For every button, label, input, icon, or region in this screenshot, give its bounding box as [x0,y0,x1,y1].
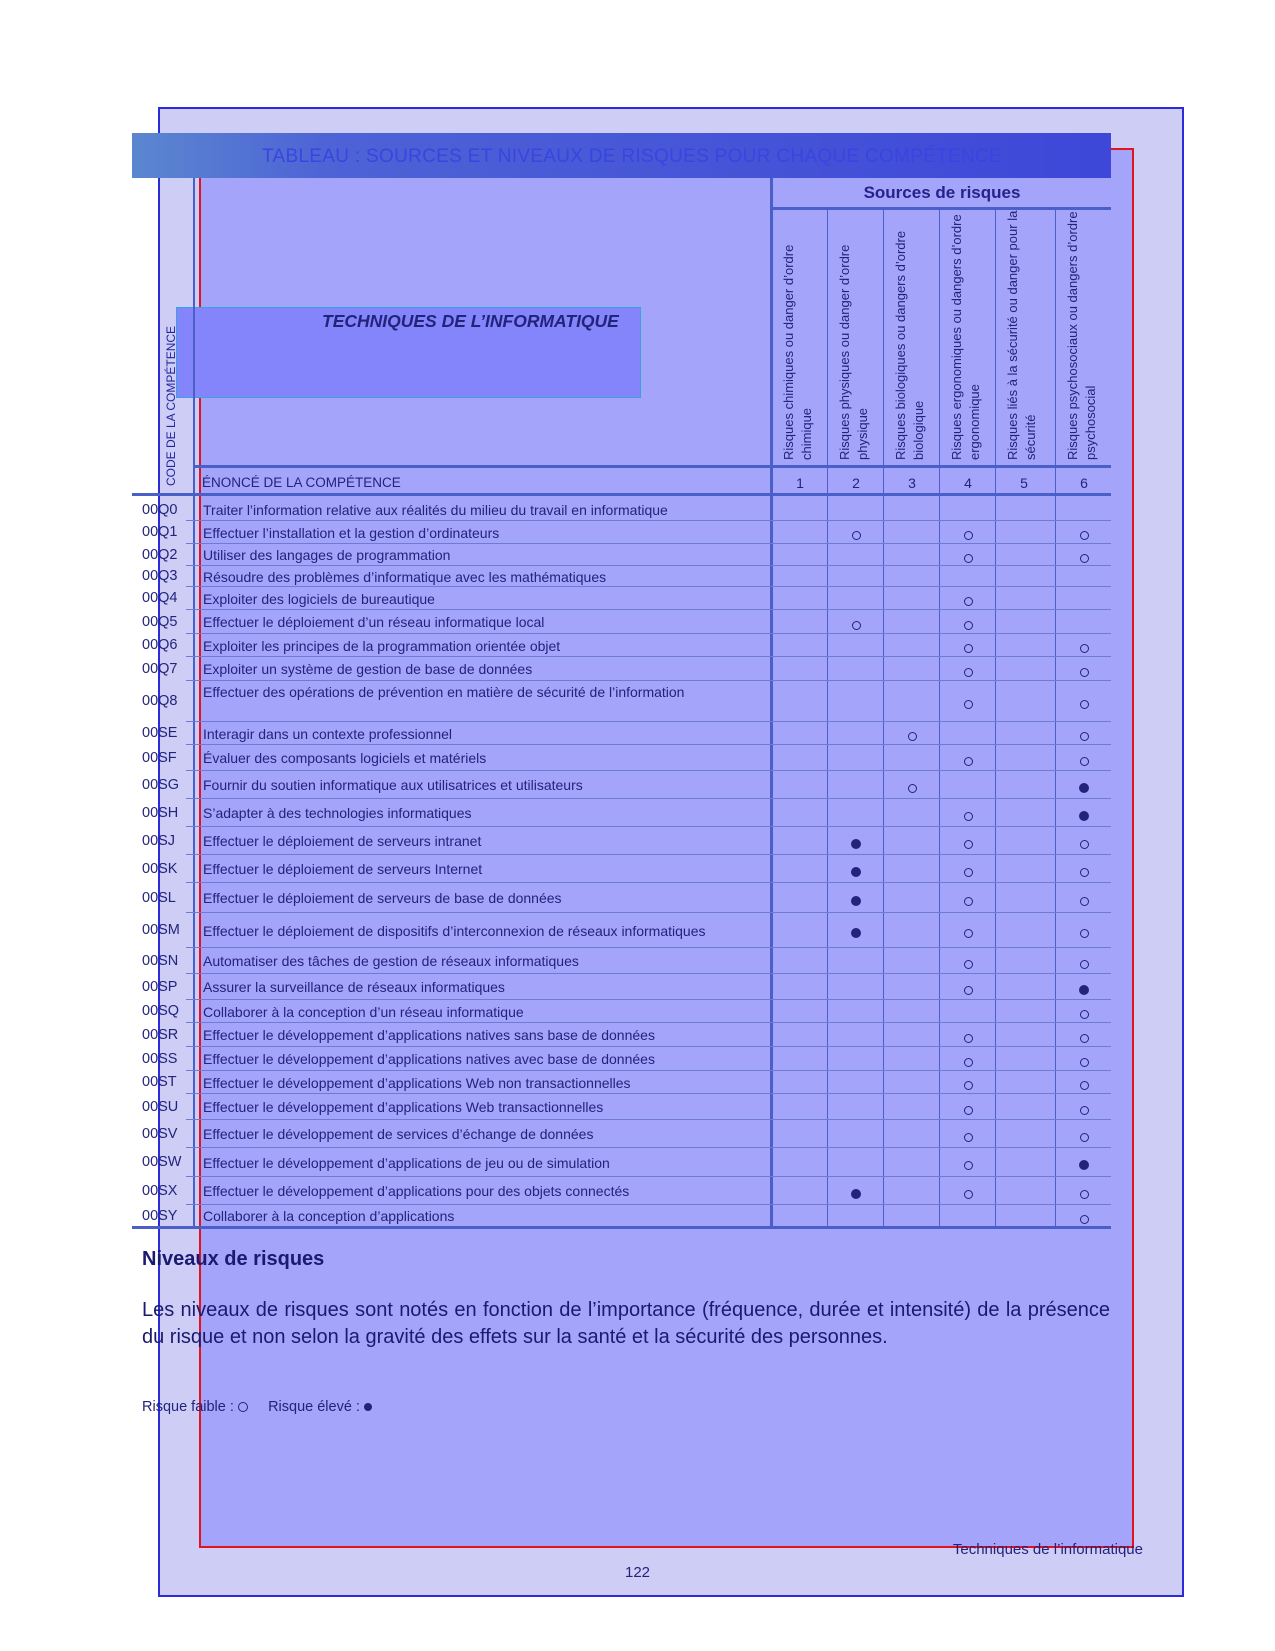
filled-circle-icon [1079,1160,1089,1170]
open-circle-icon [908,784,917,793]
competence-label: S’adapter à des technologies informatiques [203,805,472,821]
low-risk-marker [940,593,996,609]
niveaux-title: Niveaux de risques [142,1248,325,1270]
low-risk-marker [940,1054,996,1070]
source-number: 2 [852,475,860,491]
source-header-6 [1056,205,1112,460]
open-circle-icon [964,1133,973,1142]
open-circle-icon [1080,1190,1089,1199]
source-number: 6 [1080,475,1088,491]
open-circle-icon [964,986,973,995]
high-risk-marker [828,893,884,909]
open-circle-icon [964,897,973,906]
low-risk-marker [1056,550,1112,566]
low-risk-marker [940,527,996,543]
high-risk-marker [828,1186,884,1202]
open-circle-icon [1080,732,1089,741]
competence-code: 00SY [142,1207,178,1224]
open-circle-icon [964,960,973,969]
open-circle-icon [964,929,973,938]
source-header-text: Risques biologiques ou dangers d’ordre biologique [893,230,926,460]
competence-code: 00Q0 [142,501,178,518]
open-circle-icon [964,1190,973,1199]
low-risk-marker [1056,640,1112,656]
competence-label: Effectuer le déploiement de dispositifs d’interconnexion de réseaux informatiques [203,922,706,939]
open-circle-icon [1080,897,1089,906]
source-header-text: Risques physiques ou danger d’ordre physique [837,244,870,460]
high-risk-marker [1056,1157,1112,1173]
competence-code: 00ST [142,1074,177,1090]
competence-code: 00SL [142,889,176,906]
source-header-text: Risques ergonomiques ou dangers d’ordre ergonomique [949,214,982,460]
open-circle-icon [1080,1081,1089,1090]
open-circle-icon [1080,960,1089,969]
high-risk-marker [1056,780,1112,796]
competence-code: 00SP [142,978,178,995]
open-circle-icon [964,531,973,540]
open-circle-icon [964,554,973,563]
table-row [132,1148,1111,1177]
table-row [132,827,1111,855]
low-risk-marker [1056,753,1112,769]
competence-label: Exploiter les principes de la programmation orientée objet [203,637,561,654]
low-risk-marker [1056,956,1112,972]
competence-label: Effectuer le développement d’applications natives avec base de données [203,1051,655,1067]
open-circle-icon [964,621,973,630]
open-circle-icon [908,732,917,741]
competence-code: 00SV [142,1125,178,1142]
competence-code: 00SX [142,1182,178,1199]
table-row [132,587,1111,610]
competence-label: Effectuer le déploiement de serveurs de base de données [203,890,562,906]
table-row [132,1177,1111,1205]
low-risk-marker [940,925,996,941]
competence-code: 00Q8 [142,693,178,709]
table-row [132,1120,1111,1148]
open-circle-icon [1080,1133,1089,1142]
open-circle-icon [964,1106,973,1115]
open-circle-icon [1080,868,1089,877]
table-row [132,544,1111,566]
low-risk-marker [940,1030,996,1046]
high-risk-marker [1056,982,1112,998]
low-risk-marker [1056,1030,1112,1046]
niveaux-text: Les niveaux de risques sont notés en fonction de l’importance (fréquence, durée et intensité) de la présence du risque et non selon la gravité des effets sur la santé et la sécurité des personnes. [142,1299,1110,1348]
competence-label: Effectuer le développement d’applications de jeu ou de simulation [203,1154,610,1171]
header-bottom-rule [193,465,1111,468]
competence-code: 00SG [142,776,180,793]
competence-code: 00Q2 [142,546,178,563]
competence-label: Effectuer l’installation et la gestion d’ordinateurs [203,524,500,541]
table-row [132,771,1111,799]
competence-code: 00SQ [142,1003,180,1019]
open-circle-icon [1080,644,1089,653]
low-risk-marker [828,527,884,543]
competence-label: Collaborer à la conception d’un réseau informatique [203,1003,524,1020]
competence-code: 00SF [142,749,177,766]
low-risk-marker [940,982,996,998]
code-header [158,306,178,486]
source-header-text: Risques chimiques ou danger d’ordre chimique [781,244,814,460]
open-circle-icon [964,757,973,766]
table-row [132,799,1111,827]
filled-circle-icon [851,1189,861,1199]
table-row [132,913,1111,948]
table-row [132,634,1111,657]
page-number: 122 [624,1564,651,1581]
table-row [132,974,1111,1000]
open-circle-icon [964,1081,973,1090]
competence-label: Collaborer à la conception d’applications [203,1208,455,1224]
enonce-rule [132,493,1111,496]
low-risk-marker [1056,836,1112,852]
competence-label: Exploiter un système de gestion de base de données [203,661,533,677]
low-risk-marker [828,617,884,633]
high-risk-marker [1056,808,1112,824]
low-risk-marker [1056,925,1112,941]
open-circle-icon [964,868,973,877]
open-circle-icon [964,700,973,709]
competence-label: Fournir du soutien informatique aux utilisatrices et utilisateurs [203,777,583,793]
table-row [132,681,1111,722]
low-risk-marker [940,753,996,769]
header-rule [772,207,1111,210]
low-risk-marker [940,640,996,656]
competence-label: Effectuer le développement d’applications Web non transactionnelles [203,1074,631,1091]
source-header-4 [940,205,996,460]
table-row [132,521,1111,544]
code-header-text: CODE DE LA COMPÉTENCE [164,325,178,486]
open-circle-icon [964,597,973,606]
low-risk-marker [940,1102,996,1118]
source-number: 5 [1020,475,1028,491]
competence-label: Effectuer le développement d’applications pour des objets connectés [203,1183,630,1199]
low-risk-marker [940,1157,996,1173]
low-risk-marker [940,617,996,633]
filled-circle-icon [851,928,861,938]
low-risk-marker [940,550,996,566]
low-risk-marker [940,1186,996,1202]
competence-code: 00SJ [142,832,176,849]
competence-label: Évaluer des composants logiciels et matériels [203,750,487,766]
open-circle-icon [964,644,973,653]
competence-code: 00SS [142,1050,178,1067]
low-risk-marker [1056,1102,1112,1118]
competence-code: 00SR [142,1026,179,1043]
table-row [132,722,1111,745]
competence-label: Effectuer le développement de services d’échange de données [203,1126,594,1142]
open-circle-icon [1080,668,1089,677]
low-risk-marker [884,780,940,796]
low-risk-marker [940,893,996,909]
table-title: TABLEAU : SOURCES ET NIVEAUX DE RISQUES POUR CHAQUE COMPÉTENCE [262,146,1003,167]
open-circle-icon [964,1058,973,1067]
source-header-3 [884,205,940,460]
source-number: 3 [908,475,916,491]
open-circle-icon [964,668,973,677]
low-risk-marker [1056,664,1112,680]
sources-title: Sources de risques [863,183,1021,202]
low-risk-marker [1056,864,1112,880]
filled-circle-icon [851,839,861,849]
competence-label: Utiliser des langages de programmation [203,547,451,563]
source-header-5 [996,205,1052,460]
competence-label: Assurer la surveillance de réseaux informatiques [203,979,505,995]
low-risk-marker [940,664,996,680]
competence-label: Effectuer le développement d’applications natives sans base de données [203,1027,655,1043]
open-circle-icon [1080,1058,1089,1067]
open-circle-icon [1080,531,1089,540]
competence-code: 00Q6 [142,637,178,653]
legend-high-label: Risque élevé : [268,1399,360,1415]
competence-code: 00SK [142,860,178,877]
low-risk-marker [1056,1077,1112,1093]
low-risk-marker [940,808,996,824]
table-row [132,1071,1111,1094]
open-circle-icon [964,812,973,821]
legend-low-label: Risque faible : [142,1399,234,1415]
table-row [132,745,1111,771]
filled-circle-icon [1079,985,1089,995]
open-circle-icon [1080,840,1089,849]
low-risk-icon [238,1402,248,1412]
table-row [132,948,1111,974]
low-risk-marker [1056,728,1112,744]
competence-code: 00Q7 [142,660,178,677]
table-row [132,657,1111,681]
open-circle-icon [964,1161,973,1170]
competence-code: 00SW [142,1154,182,1170]
open-circle-icon [964,1034,973,1043]
open-circle-icon [1080,1010,1089,1019]
competence-code: 00Q3 [142,568,178,584]
source-header-text: Risques psychosociaux ou dangers d’ordre psychosocial [1065,211,1098,460]
source-header-2 [828,205,884,460]
open-circle-icon [1080,929,1089,938]
competence-label: Exploiter des logiciels de bureautique [203,590,435,607]
program-title: TECHNIQUES DE L’INFORMATIQUE [322,311,619,331]
source-header-1 [772,205,828,460]
legend [142,1399,372,1415]
low-risk-marker [1056,696,1112,712]
enonce-header: ÉNONCÉ DE LA COMPÉTENCE [202,475,401,490]
footer-program: Techniques de l’informatique [952,1541,1143,1558]
competence-label: Traiter l’information relative aux réalités du milieu du travail en informatique [203,502,668,518]
competence-code: 00SE [142,725,178,741]
competence-code: 00SM [142,922,180,938]
table-row [132,883,1111,913]
low-risk-marker [940,836,996,852]
table-row [132,1000,1111,1023]
filled-circle-icon [1079,811,1089,821]
low-risk-marker [1056,1186,1112,1202]
high-risk-icon [364,1403,372,1411]
competence-code: 00Q5 [142,613,178,630]
low-risk-marker [940,1077,996,1093]
competence-label: Interagir dans un contexte professionnel [203,725,453,742]
table-row [132,1047,1111,1071]
competence-label: Effectuer le déploiement de serveurs Internet [203,861,483,877]
table-row [132,610,1111,634]
low-risk-marker [940,864,996,880]
filled-circle-icon [851,896,861,906]
source-number: 1 [796,475,804,491]
open-circle-icon [1080,1106,1089,1115]
competence-code: 00SN [142,952,179,969]
low-risk-marker [1056,1054,1112,1070]
table-row [132,1094,1111,1120]
table-row [132,855,1111,883]
high-risk-marker [828,925,884,941]
low-risk-marker [940,1129,996,1145]
open-circle-icon [1080,1215,1089,1224]
competence-label: Résoudre des problèmes d’informatique avec les mathématiques [203,568,607,585]
competence-code: 00SU [142,1098,179,1115]
competence-label: Effectuer le développement d’applications Web transactionnelles [203,1099,604,1115]
open-circle-icon [852,531,861,540]
source-number: 4 [964,475,972,491]
low-risk-marker [1056,527,1112,543]
low-risk-marker [1056,1129,1112,1145]
filled-circle-icon [851,867,861,877]
table-row [132,1205,1111,1227]
competence-label: Effectuer le déploiement d’un réseau informatique local [203,614,545,630]
low-risk-marker [940,696,996,712]
open-circle-icon [1080,700,1089,709]
open-circle-icon [852,621,861,630]
high-risk-marker [828,864,884,880]
filled-circle-icon [1079,783,1089,793]
low-risk-marker [1056,1006,1112,1022]
competence-label: Effectuer le déploiement de serveurs intranet [203,833,482,849]
open-circle-icon [964,840,973,849]
table-row [132,566,1111,587]
source-header-text: Risques liés à la sécurité ou danger pour la sécurité [1005,210,1038,460]
low-risk-marker [1056,1211,1112,1227]
competence-label: Effectuer des opérations de prévention en matière de sécurité de l’information [203,684,685,700]
low-risk-marker [940,956,996,972]
table-row [132,1023,1111,1047]
open-circle-icon [1080,554,1089,563]
low-risk-marker [884,728,940,744]
competence-code: 00Q4 [142,590,178,606]
low-risk-marker [1056,893,1112,909]
competence-code: 00Q1 [142,524,178,540]
open-circle-icon [1080,757,1089,766]
high-risk-marker [828,836,884,852]
competence-label: Automatiser des tâches de gestion de réseaux informatiques [203,953,579,969]
table-row [132,499,1111,521]
competence-code: 00SH [142,804,179,821]
open-circle-icon [1080,1034,1089,1043]
